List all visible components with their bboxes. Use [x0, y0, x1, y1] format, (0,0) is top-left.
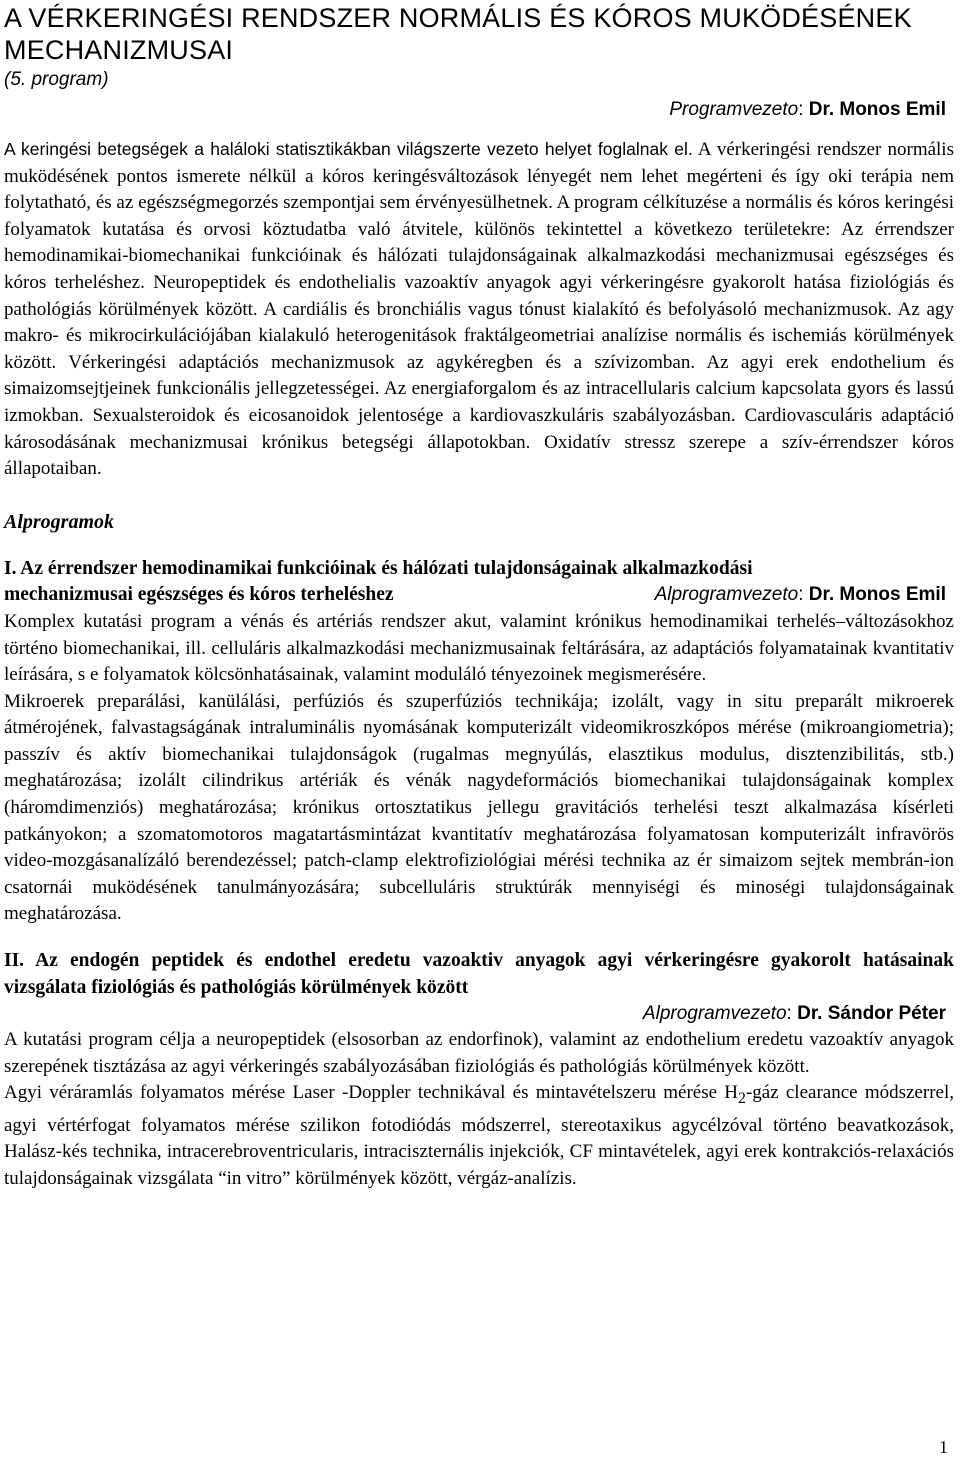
section-spacer — [4, 928, 954, 948]
section-2-paragraph-1: A kutatási program célja a neuropeptidek (elsosorban az endorfinok), valamint az endothelium eredetu vazoaktív anyagok szerepének tisztázása az agyi vérkeringés szabályozásában fiziológiás és pathológiás körülmények között. — [4, 1029, 954, 1077]
section-2-leader-colon: : — [786, 1003, 798, 1025]
section-1-leader-name: Dr. Monos Emil — [808, 584, 946, 606]
program-leader-label: Programvezeto — [669, 99, 799, 120]
section-2-paragraph-2-subscript: 2 — [738, 1090, 746, 1108]
section-1 — [4, 556, 954, 928]
section-1-title-row — [4, 582, 954, 609]
section-1-paragraph-1: Komplex kutatási program a vénás és artériás rendszer akut, valamint krónikus hemodinamikai terhelés–változásokhoz történo biomechanikai, ill. celluláris alkalmazkodási mechanizmusainak feltárására, az adaptációs folyamatainak kvantitativ leírására, s e folyamatok kölcsönhatásainak, valamint moduláló tényezoinek megismerésére. — [4, 610, 954, 686]
page-number: 1 — [939, 1437, 948, 1457]
section-2-title: II. Az endogén peptidek és endothel eredetu vazoaktiv anyagok agyi vérkeringésre gyakorolt hatásainak vizsgálata fiziológiás és pathológiás körülmények között — [4, 950, 954, 998]
section-2-paragraph-2-end: -gáz clearance módszerrel, agyi vértérfogat folyamatos mérése szilikon fotodiódás módszerrel, stereotaxikus agycélzóval történo beavatkozások, Halász-kés technika, intracerebroventricularis, intraciszternális injekciók, CF mintavételek, agyi erek kontrakciós-relaxációs tulajdonságainak vizsgálata “in vitro” körülmények között, vérgáz-analízis. — [4, 1082, 954, 1189]
section-2-paragraph-2 — [4, 1080, 954, 1192]
section-2-leader-name: Dr. Sándor Péter — [797, 1003, 946, 1025]
program-leader-name: Dr. Monos Emil — [808, 99, 946, 120]
intro-paragraph — [4, 136, 954, 483]
section-1-paragraph-2: Mikroerek preparálási, kanülálási, perfúziós és szuperfúziós technikája; izolált, vagy in situ preparált mikroerek átmérojének, falvastagságának intraluminális nyomásának komputerizált videomikroszkópos mérése (mikroangiometria); passzív és aktív biomechanikai tulajdonságok (rugalmas megnyúlás, elasztikus modulus, disztenzibilitás, stb.) meghatározása; izolált cilindrikus artériák és vénák nagydeformációs biomechanikai tulajdonságainak komplex (háromdimenziós) meghatározása; krónikus ortosztatikus jellegu gravitációs terhelési teszt alkalmazása kísérleti patkányokon; a szomatomotoros magatartásmintázat kvantitatív meghatározása folyamatosan komputerizált infravörös video-mozgásanalízáló berendezéssel; patch-clamp elektrofiziológiai mérési technika az ér simaizom sejtek membrán-ion csatornái muködésének tanulmányozására; subcelluláris struktúrák mennyiségi és minoségi tulajdonságainak meghatározása. — [4, 690, 954, 925]
program-leader-colon: : — [798, 99, 809, 120]
section-2-leader-label: Alprogramvezeto — [642, 1003, 787, 1025]
section-2-paragraph-2-start: Agyi véráramlás folyamatos mérése Laser -Doppler technikával és mintavételszeru mérése H — [4, 1082, 739, 1104]
section-1-leader-label: Alprogramvezeto — [654, 584, 799, 606]
program-leader — [4, 96, 946, 124]
section-2 — [4, 948, 954, 1193]
intro-first-sentence: A keringési betegségek a haláloki statisztikákban világszerte vezeto helyet foglalnak el. — [4, 139, 693, 159]
intro-body: A vérkeringési rendszer normális muködésének pontos ismerete nélkül a kóros keringésváltozások lényegét nem lehet megérteni és így oki terápia nem folytatható, és az egészségmegorzés szempontjai sem érvényesülhetnek. A program célkítuzése a normális és kóros keringési folyamatok kutatása és orvosi köztudatba való átvitele, különös tekintettel a következo területekre: Az érrendszer hemodinamikai-biomechanikai funkcióinak és hálózati tulajdonságainak alkalmazkodási mechanizmusai egészséges és kóros terheléshez. Neuropeptidek és endothelialis vazoaktív anyagok agyi vérkeringésre gyakorolt hatása fiziológiás és pathológiás körülmények között. A cardiális és bronchiális vagus tónust kialakító és befolyásoló mechanizmusok. Az agy makro- és mikrocirkulációjában kialakuló heterogenitások fraktálgeometriai analízise normális és ischemiás körülmények között. Vérkeringési adaptációs mechanizmusok az agykéregben és a szívizomban. Az agyi erek endothelium és simaizomsejtjeinek funkcionális jellegzetességei. Az energiaforgalom és az intracellularis calcium kapcsolata gyors és lassú izmokban. Sexualsteroidok és eicosanoidok jelentosége a kardiovaszkuláris szabályozásban. Cardiovasculáris adaptáció károsodásának mechanizmusai krónikus betegségi állapotokban. Oxidatív stressz szerepe a szív-érrendszer kóros állapotaiban. — [4, 139, 954, 480]
section-1-leader — [655, 582, 946, 609]
program-number: (5. program) — [4, 69, 109, 90]
document-title: A VÉRKERINGÉSI RENDSZER NORMÁLIS ÉS KÓROS MUKÖDÉSÉNEK MECHANIZMUSAI — [4, 3, 912, 65]
section-1-title-line1: I. Az érrendszer hemodinamikai funkcióinak és hálózati tulajdonságainak alkalmazkodási — [4, 557, 753, 579]
section-1-title-line2: mechanizmusai egészséges és kóros terheléshez — [4, 584, 394, 606]
subprograms-heading: Alprogramok — [4, 510, 115, 533]
section-2-leader — [4, 1001, 946, 1027]
section-1-leader-colon: : — [798, 584, 809, 606]
